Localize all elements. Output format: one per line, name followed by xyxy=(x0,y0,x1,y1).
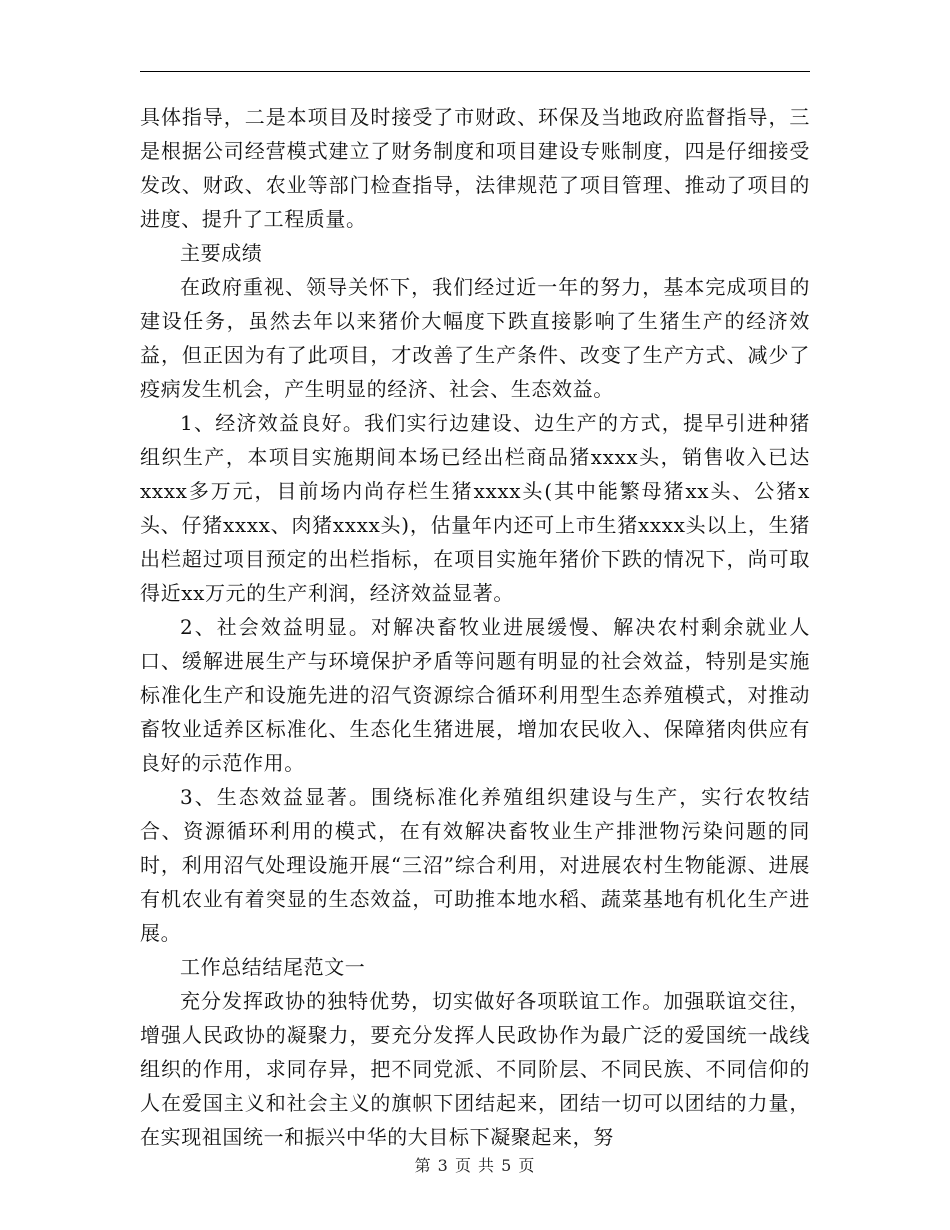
paragraph-cppcc-liaison: 充分发挥政协的独特优势，切实做好各项联谊工作。加强联谊交往，增强人民政协的凝聚力，要充分发挥人民政协作为最广泛的爱国统一战线组织的作用，求同存异，把不同党派、不同阶层、不同民族、不同信仰的人在爱国主义和社会主义的旗帜下团结起来，团结一切可以团结的力量，在实现祖国统一和振兴中华的大目标下凝聚起来，努 xyxy=(140,989,810,1149)
section-heading-summary-ending: 工作总结结尾范文一 xyxy=(180,955,366,979)
body-text xyxy=(140,100,810,1154)
page-number: 第 3 页 共 5 页 xyxy=(414,1156,536,1175)
paragraph-achievements-intro: 在政府重视、领导关怀下，我们经过近一年的努力，基本完成项目的建设任务，虽然去年以来猪价大幅度下跌直接影响了生猪生产的经济效益，但正因为有了此项目，才改善了生产条件、改变了生产方式、减少了疫病发生机会，产生明显的经济、社会、生态效益。 xyxy=(140,275,810,401)
paragraph-ecological-benefit: 3、生态效益显著。围绕标准化养殖组织建设与生产，实行农牧结合、资源循环利用的模式，在有效解决畜牧业生产排泄物污染问题的同时，利用沼气处理设施开展“三沼”综合利用，对进展农村生物能源、进展有机农业有着突显的生态效益，可助推本地水稻、蔬菜基地有机化生产进展。 xyxy=(140,785,810,945)
section-heading-main-achievements: 主要成绩 xyxy=(180,241,263,265)
paragraph-continuation: 具体指导，二是本项目及时接受了市财政、环保及当地政府监督指导，三是根据公司经营模式建立了财务制度和项目建设专账制度，四是仔细接受发改、财政、农业等部门检查指导，法律规范了项目管理、推动了项目的进度、提升了工程质量。 xyxy=(140,105,810,231)
header-rule xyxy=(140,71,810,72)
paragraph-social-benefit: 2、社会效益明显。对解决畜牧业进展缓慢、解决农村剩余就业人口、缓解进展生产与环境保护矛盾等问题有明显的社会效益，特别是实施标准化生产和设施先进的沼气资源综合循环利用型生态养殖模式，对推动畜牧业适养区标准化、生态化生猪进展，增加农民收入、保障猪肉供应有良好的示范作用。 xyxy=(140,615,810,775)
paragraph-economic-benefit: 1、经济效益良好。我们实行边建设、边生产的方式，提早引进种猪组织生产，本项目实施期间本场已经出栏商品猪xxxx头，销售收入已达xxxx多万元，目前场内尚存栏生猪xxxx头(其中能繁母猪xx头、公猪x头、仔猪xxxx、肉猪xxxx头)，估量年内还可上市生猪xxxx头以上，生猪出栏超过项目预定的出栏指标，在项目实施年猪价下跌的情况下，尚可取得近xx万元的生产利润，经济效益显著。 xyxy=(140,411,810,605)
